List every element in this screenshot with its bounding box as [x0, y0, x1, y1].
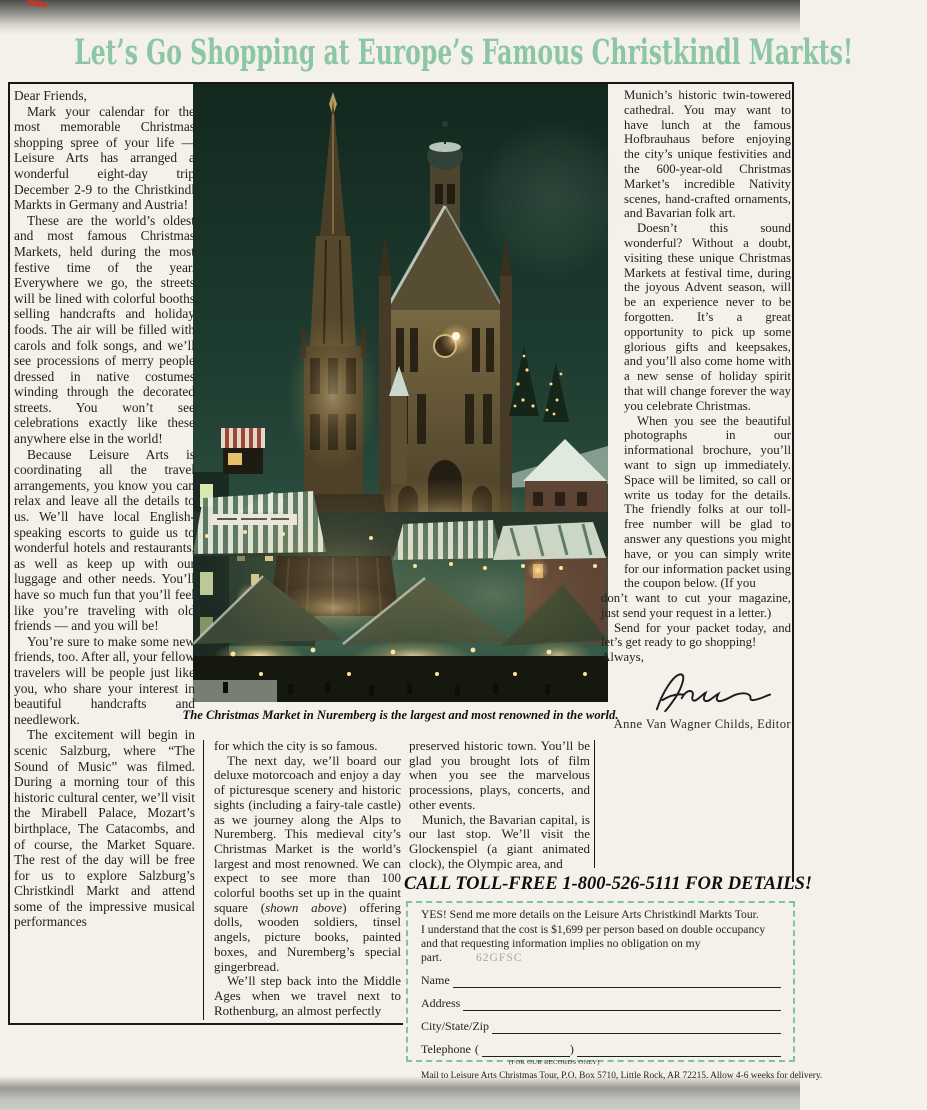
scan-edge-bottom: [0, 1076, 800, 1110]
column-divider-right: [594, 740, 595, 868]
frame-bottom-rule: [8, 1023, 403, 1025]
signature-anne-icon: [653, 667, 773, 713]
paragraph: When you see the beautiful photographs in our informational brochure, you’ll want to sign up immediately. Space will be limited, so call or write us today for the details. The friendly folks at our toll-free number will be glad to answer any questions you might have, or you can simply write for our information packet using the coupon below. (If you: [624, 413, 791, 591]
mail-in-coupon: [406, 901, 823, 1081]
paragraph-text: ) offering dolls, wooden soldiers, tinsel angels, picture books, painted boxes, and Nuremberg’s special gingerbread.: [214, 899, 401, 974]
city-state-zip-field-row: [421, 1019, 781, 1034]
paragraph: Munich, the Bavarian capital, is our last stop. We’ll visit the Glockenspiel (a giant animated clock), the Olympic area, and: [409, 811, 590, 871]
editor-byline: Anne Van Wagner Childs, Editor: [613, 716, 791, 731]
coupon-terms: [421, 923, 781, 965]
mailing-instructions: Mail to Leisure Arts Christmas Tour, P.O. Box 5710, Little Rock, AR 72215. Allow 4-6 weeks for delivery.: [421, 1071, 823, 1081]
name-field-row: [421, 973, 781, 988]
records-only-note: (FOR OUR RECORDS ONLY): [509, 1059, 600, 1066]
right-column: [601, 88, 791, 732]
telephone-close-paren: ): [569, 1042, 574, 1056]
salutation: Dear Friends,: [14, 88, 87, 103]
coupon-terms-text: I understand that the cost is $1,699 per person based on double occupancy and that requesting information implies no obligation on my part.: [421, 923, 766, 964]
paragraph: The excitement will begin in scenic Salzburg, where “The Sound of Music” was filmed. During a morning tour of this historic cultural center, we’ll visit the Mirabell Palace, Mozart’s birthplace, The Catacombs, and of course, the Market Square. The rest of the day will be free for us to explore Salzburg’s Christkindl Markt and attend some of the impressive musical performances: [14, 727, 195, 930]
coupon-yes-line: YES! Send me more details on the Leisure Arts Christkindl Markts Tour.: [421, 908, 759, 921]
paragraph-text: The next day, we’ll board our deluxe motorcoach and enjoy a day of picturesque scenery and historic sights (including a fairy-tale castle) as we journey along the Alps to Nuremberg. This medieval city’s Christmas Market is the world’s largest and most renowned. We can expect to see more than 100 colorful booths set up in the quaint square (: [214, 752, 401, 915]
name-field-label: Name: [421, 973, 450, 987]
scan-edge-top: [0, 0, 800, 34]
city-state-zip-field-label: City/State/Zip: [421, 1019, 489, 1033]
city-state-zip-field-line[interactable]: [492, 1020, 781, 1034]
frame-left-rule: [8, 82, 10, 1025]
address-field-label: Address: [421, 996, 461, 1010]
paragraph: Munich’s historic twin-towered cathedral. You may want to have lunch at the famous Hofbrauhaus before enjoying the city’s unique festivities and the 600-year-old Christmas Market’s incredible Nativity scenes, hand-crafted ornaments, and Bavarian folk art.: [624, 88, 791, 221]
paragraph: These are the world’s oldest and most famous Christmas Markets, held during the most festive time of the year. Everywhere we go, the streets will be lined with colorful booths selling handcrafts and holiday foods. The air will be filled with carols and folk songs, and we’ll see processions of merry people dressed in native costumes winding through the decorated streets. You won’t see celebrations exactly like these anywhere else in the world!: [14, 212, 195, 447]
column-divider-left: [203, 740, 204, 1020]
closing-salutation: Always,: [601, 649, 644, 665]
coupon-code: 62GFSC: [475, 951, 523, 964]
paragraph: Mark your calendar for the most memorable Christmas shopping spree of your life — Leisure Arts has arranged a wonderful eight-day trip December 2-9 to the Christkindl Markts in Germany and Austria!: [14, 103, 195, 213]
page-title-text: Let’s Go Shopping at Europe’s Famous Christkindl Markts!: [74, 32, 854, 73]
paragraph: You’re sure to make some new friends, too. After all, your fellow travelers will be people just like you, who share your interest in beautiful handcrafts and needlework.: [14, 633, 195, 727]
right-middle-column: [409, 739, 590, 871]
signature: [653, 667, 791, 717]
address-field-row: [421, 996, 781, 1011]
telephone-area-code-line[interactable]: [482, 1043, 570, 1057]
christmas-market-photo: [193, 84, 608, 702]
page-title: [0, 32, 854, 73]
frame-right-rule: [792, 82, 794, 882]
middle-column: [214, 739, 401, 1018]
paragraph: [214, 754, 401, 975]
paragraph: preserved historic town. You’ll be glad you brought lots of film when you see the marvelous processions, plays, concerts, and other events.: [409, 738, 590, 812]
telephone-number-line[interactable]: [577, 1043, 781, 1057]
photo-caption: The Christmas Market in Nuremberg is the largest and most renowned in the world.: [182, 708, 619, 722]
telephone-open-paren: (: [474, 1042, 479, 1056]
name-field-line[interactable]: [453, 974, 781, 988]
telephone-field-row: [421, 1042, 781, 1057]
paragraph: don’t want to cut your magazine, just send your request in a letter.): [601, 591, 791, 620]
toll-free-call-line: CALL TOLL-FREE 1-800-526-5111 FOR DETAILS!: [404, 874, 813, 894]
paragraph: for which the city is so famous.: [214, 738, 378, 753]
paragraph: Doesn’t this sound wonderful? Without a doubt, visiting these unique Christmas Markets at festival time, during the joyous Advent season, will be an experience never to be forgotten. It’s a great opportunity to pick up some glorious gifts and keepsakes, and you’ll also come home with a new sense of holiday spirit that will change forever the way you celebrate Christmas.: [624, 221, 791, 413]
italic-phrase: shown above: [265, 899, 343, 915]
paragraph: Send for your packet today, and let’s get ready to go shopping!: [601, 620, 791, 650]
left-column: [14, 88, 195, 930]
paragraph: Because Leisure Arts is coordinating all the travel arrangements, you know you can relax and leave all the details to us. We’ll have local English-speaking escorts to guide us to wonderful hotels and restaurants, as well as keep up with our luggage and other needs. You’ll have so much fun that you’ll feel like you’re traveling with old friends — and you will be!: [14, 446, 195, 634]
address-field-line[interactable]: [463, 997, 781, 1011]
telephone-field-label: Telephone: [421, 1042, 471, 1056]
paragraph: We’ll step back into the Middle Ages when we travel next to Rothenburg, an almost perfectly: [214, 973, 401, 1018]
